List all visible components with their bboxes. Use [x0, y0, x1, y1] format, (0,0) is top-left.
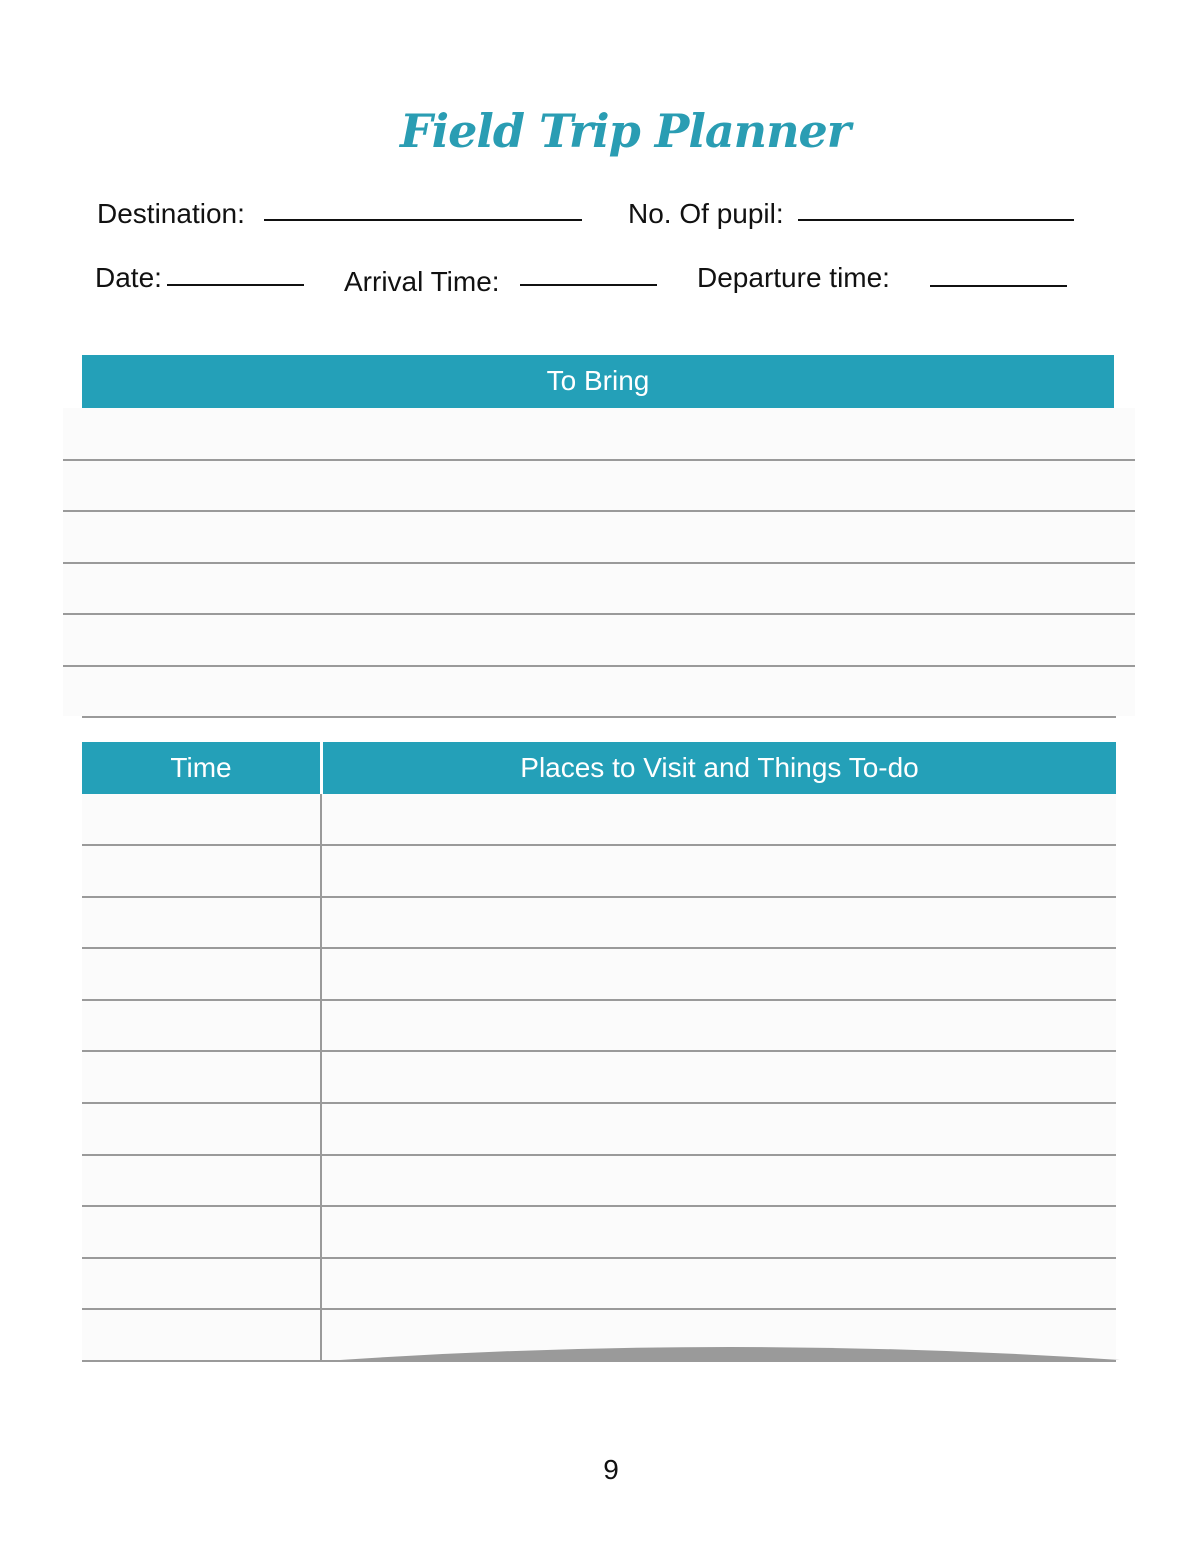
departure-time-field[interactable]: [930, 285, 1067, 287]
to-bring-row[interactable]: [82, 716, 1116, 718]
table-row[interactable]: [82, 896, 1116, 898]
table-row[interactable]: [82, 1205, 1116, 1207]
column-divider: [320, 794, 322, 1361]
no-of-pupil-label: No. Of pupil:: [628, 198, 784, 229]
to-bring-row[interactable]: [63, 459, 1135, 461]
no-of-pupil-field[interactable]: [798, 219, 1074, 221]
schedule-table: [82, 794, 1116, 1360]
to-bring-row[interactable]: [63, 613, 1135, 615]
table-row[interactable]: [82, 1050, 1116, 1052]
time-column-header: Time: [82, 742, 320, 794]
arrival-time-label: Arrival Time:: [344, 266, 500, 297]
destination-label: Destination:: [97, 198, 245, 229]
date-field[interactable]: [167, 284, 304, 286]
page-curl-shadow: [340, 1340, 1120, 1362]
date-label: Date:: [95, 262, 162, 293]
table-row[interactable]: [82, 999, 1116, 1001]
table-row[interactable]: [82, 1154, 1116, 1156]
table-row[interactable]: [82, 1308, 1116, 1310]
destination-field[interactable]: [264, 219, 582, 221]
to-bring-header: To Bring: [82, 355, 1114, 408]
table-row[interactable]: [82, 1102, 1116, 1104]
page-number: 9: [603, 1454, 619, 1485]
table-row[interactable]: [82, 844, 1116, 846]
places-column-header: Places to Visit and Things To-do: [323, 742, 1116, 794]
to-bring-row[interactable]: [63, 665, 1135, 667]
table-row[interactable]: [82, 1257, 1116, 1259]
to-bring-row[interactable]: [63, 510, 1135, 512]
departure-time-label: Departure time:: [697, 262, 890, 293]
arrival-time-field[interactable]: [520, 284, 657, 286]
to-bring-row[interactable]: [63, 562, 1135, 564]
page-title: Field Trip Planner: [399, 104, 851, 158]
table-row[interactable]: [82, 947, 1116, 949]
